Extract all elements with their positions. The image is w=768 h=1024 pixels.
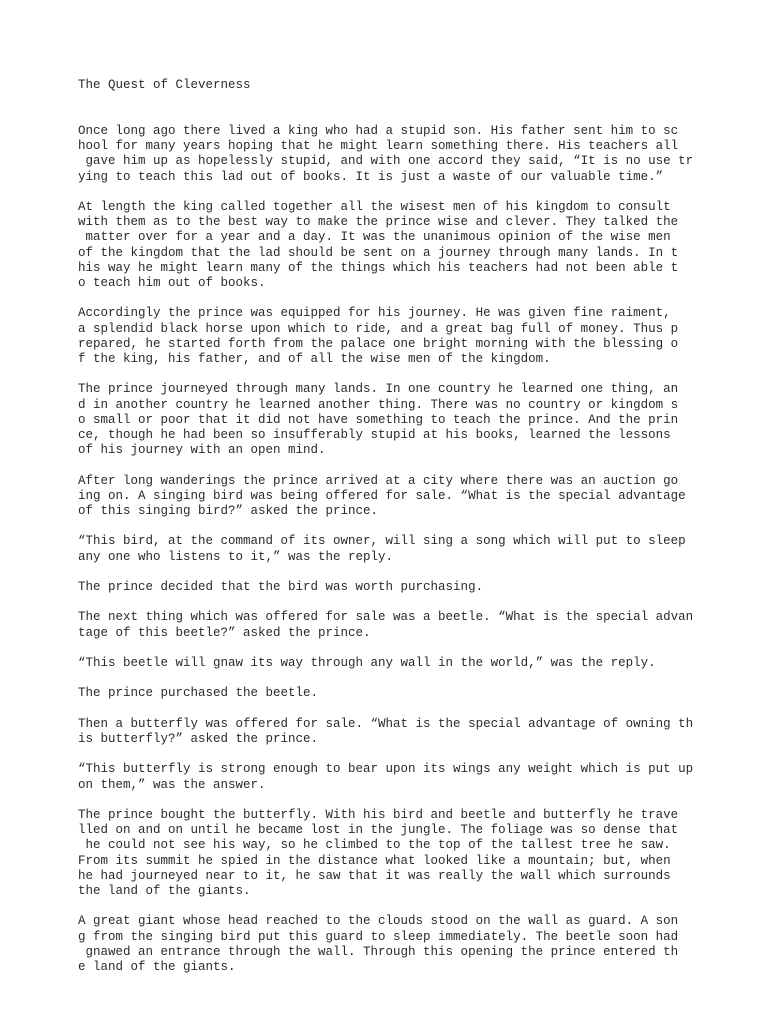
paragraph xyxy=(78,762,738,792)
text-line: d in another country he learned another thing. There was no country or kingdom s xyxy=(78,397,679,412)
document-title: The Quest of Cleverness xyxy=(78,78,251,92)
text-line: gave him up as hopelessly stupid, and with one accord they said, “It is no use tr xyxy=(78,154,694,169)
text-line: repared, he started forth from the palace one bright morning with the blessing o xyxy=(78,336,679,351)
text-line: ce, though he had been so insufferably stupid at his books, learned the lessons xyxy=(78,428,671,443)
text-line: e land of the giants. xyxy=(78,959,236,974)
text-line: At length the king called together all the wisest men of his kingdom to consult xyxy=(78,200,671,214)
text-line: The prince journeyed through many lands. In one country he learned one thing, an xyxy=(78,382,679,397)
paragraph xyxy=(78,717,738,747)
paragraph xyxy=(78,306,738,367)
text-line: of his journey with an open mind. xyxy=(78,443,326,458)
text-line: “This beetle will gnaw its way through any wall in the world,” was the reply. xyxy=(78,655,656,670)
text-line: he could not see his way, so he climbed to the top of the tallest tree he saw. xyxy=(78,838,671,853)
text-line: The prince purchased the beetle. xyxy=(78,686,319,701)
text-line: ying to teach this lad out of books. It is just a waste of our valuable time.” xyxy=(78,169,664,184)
paragraph xyxy=(78,124,738,185)
paragraph xyxy=(78,580,738,595)
text-line: lled on and on until he became lost in the jungle. The foliage was so dense that xyxy=(78,823,679,838)
paragraph xyxy=(78,382,738,458)
text-line: “This bird, at the command of its owner, will sing a song which will put to sleep xyxy=(78,534,686,549)
text-line: Once long ago there lived a king who had a stupid son. His father sent him to sc xyxy=(78,124,679,138)
paragraph xyxy=(78,656,738,671)
text-line: o teach him out of books. xyxy=(78,276,266,291)
paragraph xyxy=(78,474,738,520)
text-line: a splendid black horse upon which to ride, and a great bag full of money. Thus p xyxy=(78,321,679,336)
text-line: he had journeyed near to it, he saw that it was really the wall which surrounds xyxy=(78,868,671,883)
text-line: gnawed an entrance through the wall. Through this opening the prince entered th xyxy=(78,944,679,959)
text-line: of this singing bird?” asked the prince. xyxy=(78,504,379,519)
text-line: g from the singing bird put this guard to sleep immediately. The beetle soon had xyxy=(78,929,679,944)
text-line: After long wanderings the prince arrived at a city where there was an auction go xyxy=(78,473,679,488)
text-line: hool for many years hoping that he might learn something there. His teachers all xyxy=(78,139,679,154)
text-line: A great giant whose head reached to the clouds stood on the wall as guard. A son xyxy=(78,914,679,929)
text-line: The prince decided that the bird was worth purchasing. xyxy=(78,580,484,594)
text-line: on them,” was the answer. xyxy=(78,777,266,792)
text-line: with them as to the best way to make the prince wise and clever. They talked the xyxy=(78,215,679,230)
document-body xyxy=(78,124,738,990)
paragraph xyxy=(78,914,738,975)
text-line: f the king, his father, and of all the wise men of the kingdom. xyxy=(78,352,551,367)
paragraph xyxy=(78,534,738,564)
text-line: Accordingly the prince was equipped for his journey. He was given fine raiment, xyxy=(78,306,671,321)
text-line: ing on. A singing bird was being offered for sale. “What is the special advantage xyxy=(78,488,686,503)
text-line: any one who listens to it,” was the reply. xyxy=(78,549,394,564)
text-line: o small or poor that it did not have something to teach the prince. And the prin xyxy=(78,412,679,427)
text-line: The next thing which was offered for sale was a beetle. “What is the special advan xyxy=(78,610,694,625)
paragraph xyxy=(78,200,738,291)
paragraph xyxy=(78,610,738,640)
paragraph xyxy=(78,686,738,701)
text-line: matter over for a year and a day. It was the unanimous opinion of the wise men xyxy=(78,230,671,245)
text-line: of the kingdom that the lad should be sent on a journey through many lands. In t xyxy=(78,245,679,260)
text-line: The prince bought the butterfly. With his bird and beetle and butterfly he trave xyxy=(78,807,679,822)
text-line: is butterfly?” asked the prince. xyxy=(78,731,319,746)
paragraph xyxy=(78,808,738,899)
text-line: the land of the giants. xyxy=(78,883,251,898)
text-line: his way he might learn many of the things which his teachers had not been able t xyxy=(78,260,679,275)
text-line: From its summit he spied in the distance what looked like a mountain; but, when xyxy=(78,853,671,868)
text-line: tage of this beetle?” asked the prince. xyxy=(78,625,371,640)
text-line: Then a butterfly was offered for sale. “What is the special advantage of owning th xyxy=(78,716,694,731)
text-line: “This butterfly is strong enough to bear upon its wings any weight which is put up xyxy=(78,762,694,777)
